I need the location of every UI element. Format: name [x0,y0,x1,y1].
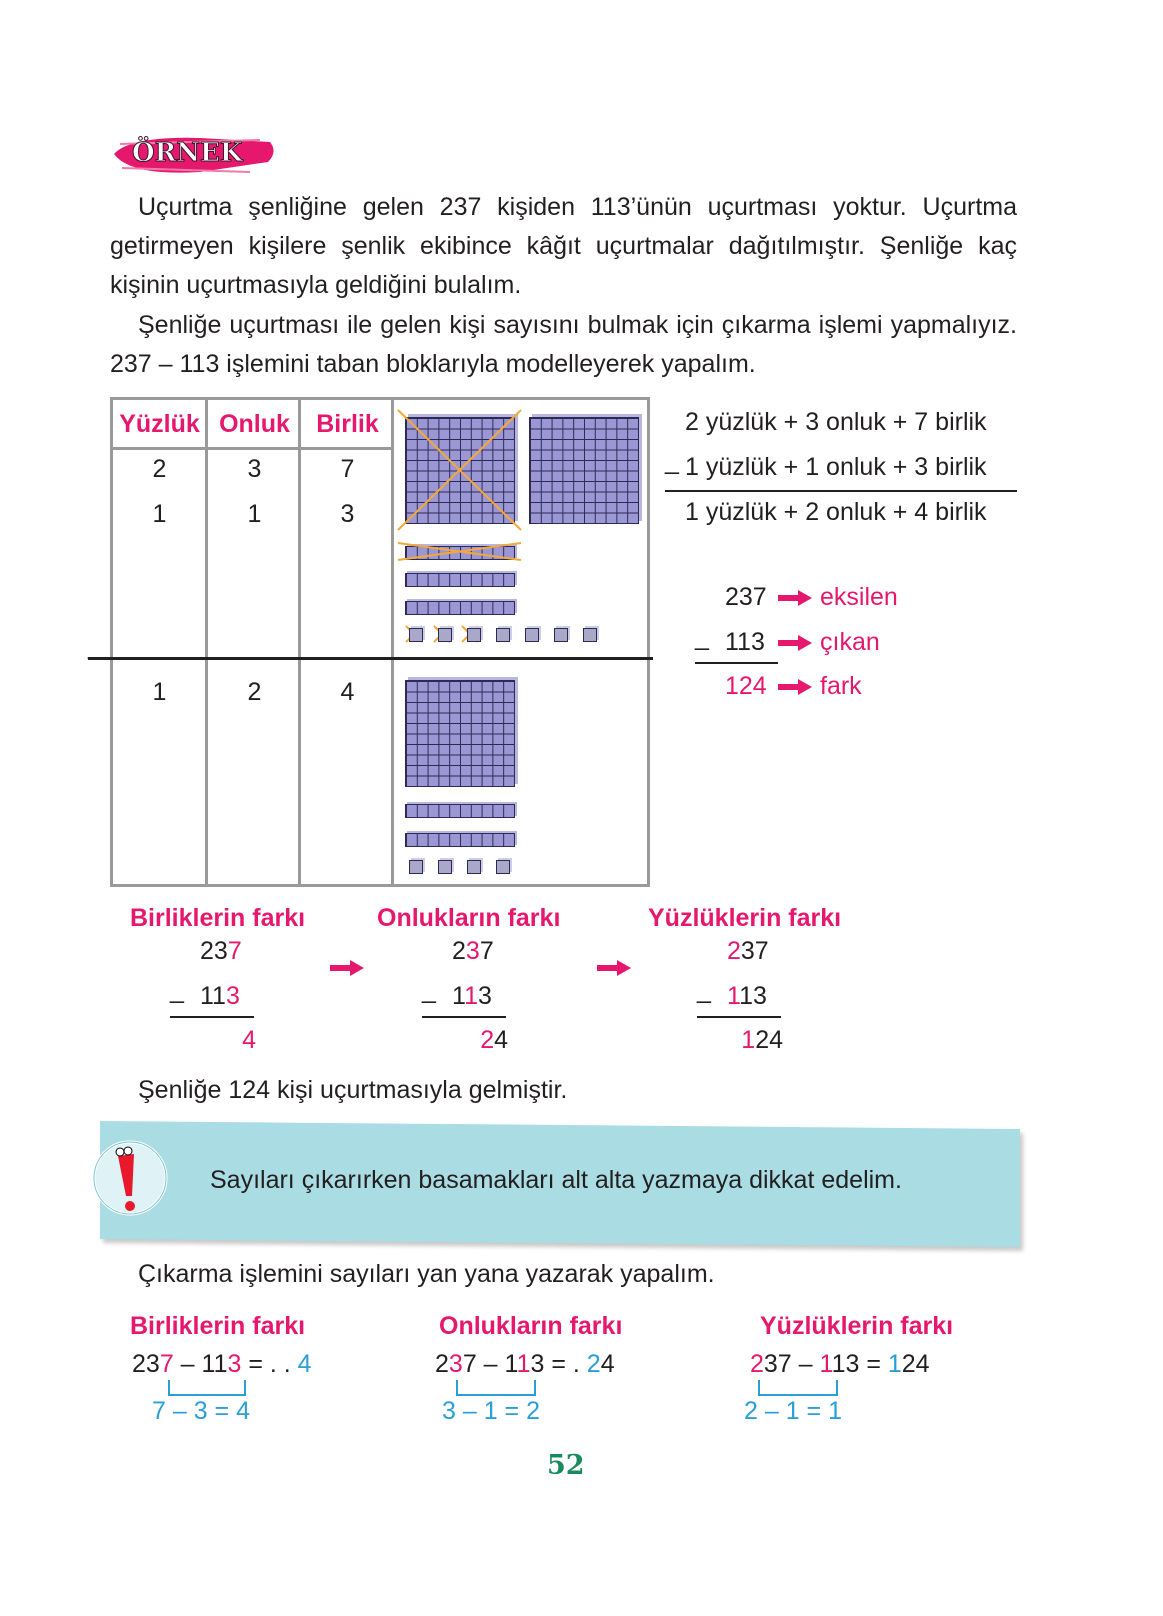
instruction-text: Şenliğe uçurtması ile gelen kişi sayısını bulmak için çıkarma işlemi yapmalıyız. 237 – 113 işlemini taban bloklarıyla modelleyerek yapalım. [110,311,1017,378]
number-segment: 1 [464,982,478,1010]
result-cell: 1 [152,678,167,706]
number-segment: 13 [739,982,767,1010]
number-segment: 2 [750,1350,764,1378]
number-segment: – 11 [173,1350,228,1378]
ten-rod [405,833,515,847]
unit-cube [525,628,539,642]
calc-title: Onlukların farkı [439,1312,623,1340]
minus-sign: _ [422,976,436,1004]
arrow-right-icon [778,590,812,606]
arrow-right-icon [597,960,631,976]
place-value-line: 2 yüzlük + 3 onluk + 7 birlik [685,408,987,436]
calc-title: Onlukların farkı [377,904,561,932]
unit-cube [496,860,510,874]
calc-title: Birliklerin farkı [130,904,306,932]
difference [242,1026,256,1055]
minus-sign: _ [88,632,102,660]
subtrahend [727,982,767,1011]
number-segment: 7 – 1 [462,1350,518,1378]
hundred-block [405,680,515,787]
number-segment: 7 [227,937,242,965]
number-segment: 3 [465,937,480,965]
term-label: eksilen [820,583,898,611]
conclusion-text: Şenliğe 124 kişi uçurtmasıyla gelmiştir. [138,1076,568,1104]
expression [435,1350,615,1379]
minuend [452,937,494,966]
arrow-right-icon [778,635,812,651]
minus-sign: _ [695,623,709,651]
number-segment: 1 [887,1350,902,1378]
number-segment: 4 [242,1026,256,1054]
subtrahend [452,982,492,1011]
place-value-table [88,397,650,887]
result-cell: 2 [247,678,262,706]
term-number: 113 [725,628,765,656]
difference [741,1026,783,1055]
page-number: 52 [547,1450,585,1481]
ten-rod [405,804,515,818]
number-segment: 4 [600,1350,615,1378]
unit-cube [438,860,452,874]
underline [422,1016,506,1018]
number-segment: 37 – [763,1350,820,1378]
calc-title: Birliklerin farkı [130,1312,306,1340]
minuend [727,937,769,966]
number-segment: 2 [435,1350,449,1378]
digit-subtraction: 3 – 1 = 2 [442,1397,540,1425]
subtrahend [200,982,240,1011]
number-segment: 7 [159,1350,174,1378]
digit-subtraction: 2 – 1 = 1 [744,1397,842,1425]
term-number: 237 [725,583,767,611]
place-value-line: 1 yüzlük + 2 onluk + 4 birlik [685,498,987,526]
term-number: 124 [725,672,767,700]
term-label: çıkan [820,628,880,656]
minus-sign: _ [665,447,679,475]
badge-label: ÖRNEK [132,138,243,168]
unit-cube [409,628,423,642]
number-segment: 1 [819,1350,833,1378]
intro-text: Çıkarma işlemini sayıları yan yana yazarak yapalım. [138,1260,715,1288]
unit-cube [467,860,481,874]
number-segment: 2 [452,937,466,965]
number-segment: 37 [740,937,769,965]
number-segment: 7 [479,937,494,965]
number-segment: 1 [452,982,465,1010]
calc-title: Yüzlüklerin farkı [760,1312,954,1340]
cell: 3 [247,455,262,483]
difference [480,1026,508,1055]
digit-subtraction: 7 – 3 = 4 [152,1397,250,1425]
digit-bracket [168,1380,246,1396]
cell: 7 [340,455,355,483]
number-segment: 24 [755,1026,783,1054]
number-segment: 4 [297,1350,312,1378]
tip-text: Sayıları çıkarırken basamakları alt alta yazmaya dikkat edelim. [210,1166,902,1194]
arrow-right-icon [330,960,364,976]
number-segment: 23 [200,937,228,965]
unit-cube [583,628,597,642]
number-segment: 13 = [832,1350,888,1378]
unit-cube [496,628,510,642]
minus-sign: _ [697,976,711,1004]
problem-text: Uçurtma şenliğine gelen 237 kişiden 113’ünün uçurtması yoktur. Uçurtma getirmeyen kişilere şenlik ekibince kâğıt uçurtmalar dağıtılmıştır. Şenliğe kaç kişinin uçurtmasıyla geldiğini bulalım. [110,193,1017,299]
cell: 1 [152,500,167,528]
arrow-right-icon [778,679,812,695]
cross-out-marks [393,400,653,660]
number-segment: 1 [727,982,740,1010]
underline [697,1016,781,1018]
number-segment: = . . [241,1350,298,1378]
expression [132,1350,312,1379]
number-segment: 24 [901,1350,930,1378]
number-segment: 11 [200,982,226,1010]
digit-bracket [456,1380,536,1396]
number-segment: 1 [517,1350,531,1378]
number-segment: 3 [477,982,492,1010]
number-segment: 2 [586,1350,601,1378]
place-value-line: 1 yüzlük + 1 onluk + 3 birlik [685,453,987,481]
number-segment: 23 [132,1350,160,1378]
number-segment: 3 = . [530,1350,587,1378]
header-hundreds: Yüzlük [119,410,200,438]
cell: 1 [247,500,262,528]
unit-cube [554,628,568,642]
unit-cube [467,628,481,642]
number-segment: 1 [741,1026,756,1054]
unit-cube [409,860,423,874]
minus-sign: _ [170,976,184,1004]
cell: 2 [152,455,167,483]
underline [170,1016,254,1018]
minuend [200,937,242,966]
header-tens: Onluk [219,410,290,438]
number-segment: 3 [227,1350,242,1378]
number-segment: 2 [727,937,741,965]
digit-bracket [758,1380,838,1396]
cell: 3 [340,500,355,528]
calc-title: Yüzlüklerin farkı [648,904,842,932]
expression [750,1350,930,1379]
result-cell: 4 [340,678,355,706]
number-segment: 2 [480,1026,495,1054]
header-ones: Birlik [316,410,379,438]
number-segment: 4 [494,1026,508,1054]
unit-cube [438,628,452,642]
exclamation-mascot-icon [90,1138,172,1220]
number-segment: 3 [448,1350,463,1378]
term-label: fark [820,672,862,700]
example-badge [110,132,276,178]
number-segment: 3 [225,982,240,1010]
